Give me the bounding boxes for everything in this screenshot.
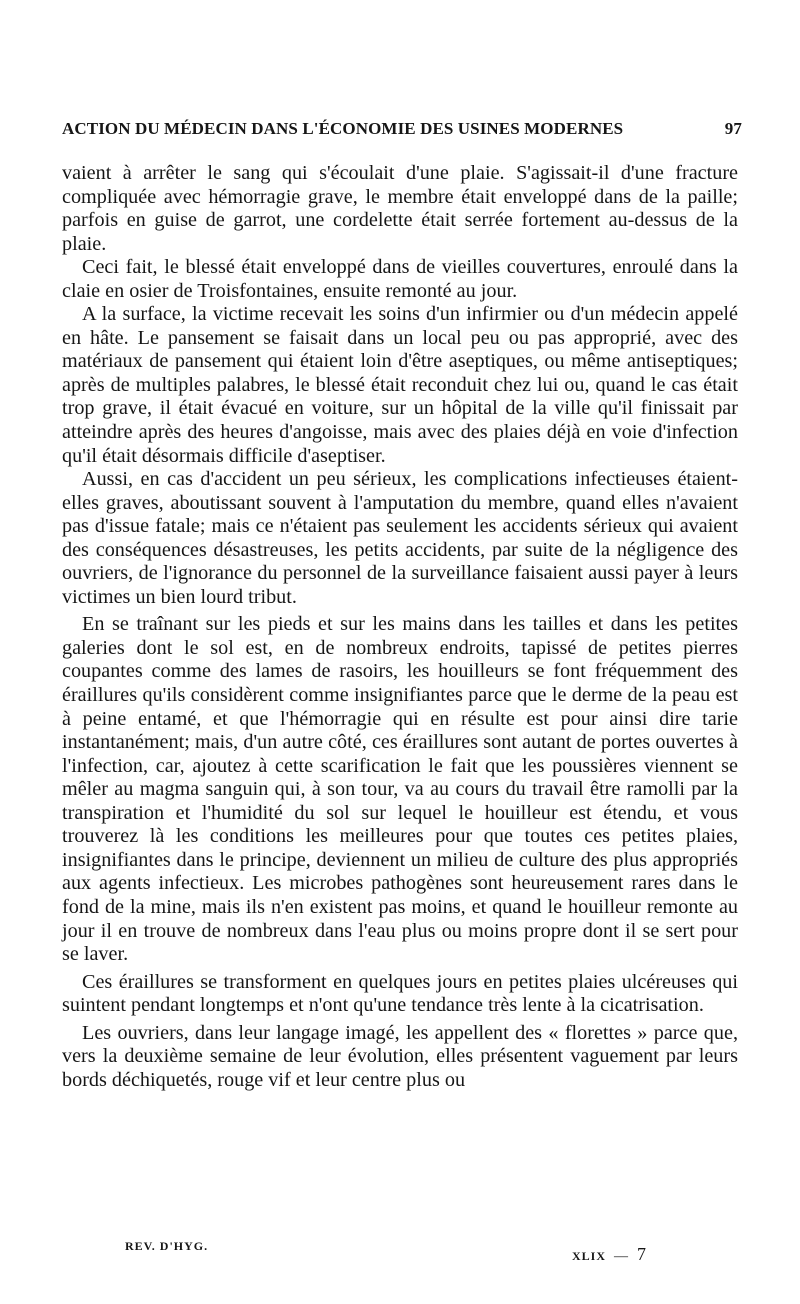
running-head bbox=[62, 119, 742, 139]
running-head-title: ACTION DU MÉDECIN DANS L'ÉCONOMIE DES USINES MODERNES bbox=[62, 119, 624, 138]
footer-sheet-number: 7 bbox=[637, 1244, 648, 1264]
footer-separator: — bbox=[614, 1249, 630, 1264]
paragraph-1: vaient à arrêter le sang qui s'écoulait d'une plaie. S'agissait-il d'une fracture compliquée avec hémorragie grave, le membre était enveloppé dans de la paille; parfois en guise de garrot, une cordelette était serrée fortement au-dessus de la plaie. bbox=[62, 162, 738, 255]
paragraph-3: A la surface, la victime recevait les soins d'un infirmier ou d'un médecin appelé en hâte. Le pansement se faisait dans un local peu ou pas approprié, avec des matériaux de pansement qui étaient loin d'être aseptiques, ou même antiseptiques; après de multiples palabres, le blessé était reconduit chez lui ou, quand le cas était trop grave, il était évacué en voiture, sur un hôpital de la ville qu'il finissait par atteindre après des heures d'angoisse, mais avec des plaies déjà en voie d'infection qu'il était désormais difficile d'aseptiser. bbox=[62, 303, 738, 467]
body-text bbox=[62, 162, 738, 1092]
footer-volume: XLIX bbox=[572, 1249, 607, 1263]
paragraph-2: Ceci fait, le blessé était enveloppé dans de vieilles couvertures, enroulé dans la claie en osier de Troisfontaines, ensuite remonté au jour. bbox=[62, 256, 738, 302]
paragraph-7: Les ouvriers, dans leur langage imagé, les appellent des « florettes » parce que, vers la deuxième semaine de leur évolution, elles présentent vaguement par leurs bords déchiquetés, rouge vif et leur centre plus ou bbox=[62, 1021, 738, 1091]
footer-journal: REV. D'HYG. bbox=[125, 1239, 209, 1253]
page-number: 97 bbox=[724, 119, 742, 138]
paragraph-4: Aussi, en cas d'accident un peu sérieux, les complications infectieuses étaient-elles graves, aboutissant souvent à l'amputation du membre, quand elles n'avaient pas d'issue fatale; mais ce n'étaient pas seulement les accidents sérieux qui avaient des conséquences désastreuses, les petits accidents, par suite de la négligence des ouvriers, de l'ignorance du personnel de la surveillance faisaient aussi payer à leurs victimes un bien lourd tribut. bbox=[62, 468, 738, 608]
footer-signature bbox=[572, 1244, 647, 1265]
paragraph-6: Ces éraillures se transforment en quelques jours en petites plaies ulcéreuses qui suintent pendant longtemps et n'ont qu'une tendance très lente à la cicatrisation. bbox=[62, 970, 738, 1017]
paragraph-5: En se traînant sur les pieds et sur les mains dans les tailles et dans les petites galeries dont le sol est, en de nombreux endroits, tapissé de petites pierres coupantes comme des lames de rasoirs, les houilleurs se font fréquemment des éraillures qu'ils considèrent comme insignifiantes parce que le derme de la peau est à peine entamé, et que l'hémorragie qui en résulte est pour ainsi dire tarie instantanément; mais, d'un autre côté, ces éraillures sont autant de portes ouvertes à l'infection, car, ajoutez à cette scarification le fait que les poussières viennent se mêler au magma sanguin qui, à son tour, va au cours du travail être ramolli par la transpiration et l'humidité du sol sur lequel le houilleur est étendu, et vous trouverez là les conditions les meilleures pour que toutes ces petites plaies, insignifiantes dans le principe, deviennent un milieu de culture des plus appropriés aux agents infectieux. Les microbes pathogènes sont heureusement rares dans le fond de la mine, mais ils n'en existent pas moins, et quand le houilleur remonte au jour il en trouve de nombreux dans l'eau plus ou moins propre dont il se sert pour se laver. bbox=[62, 613, 738, 966]
